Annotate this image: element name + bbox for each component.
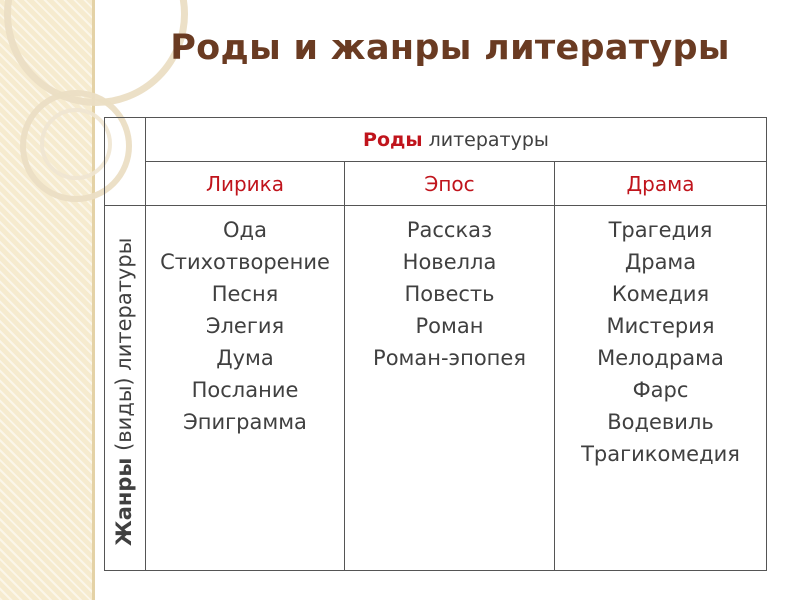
list-item: Трагедия	[608, 218, 713, 242]
genres-table	[104, 117, 767, 571]
list-item: Трагикомедия	[581, 442, 740, 466]
column-header-drama: Драма	[555, 162, 767, 206]
corner-cell	[105, 118, 146, 206]
column-header-lyric: Лирика	[146, 162, 345, 206]
list-item: Роман	[415, 314, 484, 338]
header-cell	[146, 118, 767, 162]
table-body-row	[105, 206, 767, 571]
list-item: Драма	[624, 250, 697, 274]
genre-list-drama	[555, 206, 767, 571]
side-label	[112, 238, 136, 546]
list-item: Фарс	[632, 378, 689, 402]
list-item: Стихотворение	[160, 250, 330, 274]
side-label-cell	[105, 206, 146, 571]
genre-list-lyric	[146, 206, 345, 571]
table-header-row	[105, 118, 767, 162]
side-label-rest: (виды) литературы	[112, 237, 136, 458]
list-item: Ода	[223, 218, 267, 242]
header-rest: литературы	[422, 128, 549, 151]
list-item: Повесть	[404, 282, 495, 306]
side-label-bold: Жанры	[112, 457, 136, 546]
list-item: Рассказ	[406, 218, 493, 242]
list-item: Эпиграмма	[183, 410, 307, 434]
genre-list-epic	[345, 206, 555, 571]
list-item: Комедия	[611, 282, 710, 306]
table-columns-row	[105, 162, 767, 206]
column-header-epic: Эпос	[345, 162, 555, 206]
list-item: Мелодрама	[597, 346, 724, 370]
list-item: Элегия	[205, 314, 285, 338]
decorative-ring	[40, 108, 112, 180]
list-item: Песня	[211, 282, 279, 306]
list-item: Послание	[191, 378, 299, 402]
list-item: Водевиль	[607, 410, 714, 434]
page-title: Роды и жанры литературы	[170, 28, 730, 68]
list-item: Роман-эпопея	[373, 346, 526, 370]
header-accent: Роды	[363, 128, 423, 151]
list-item: Новелла	[402, 250, 497, 274]
list-item: Дума	[216, 346, 274, 370]
list-item: Мистерия	[606, 314, 715, 338]
